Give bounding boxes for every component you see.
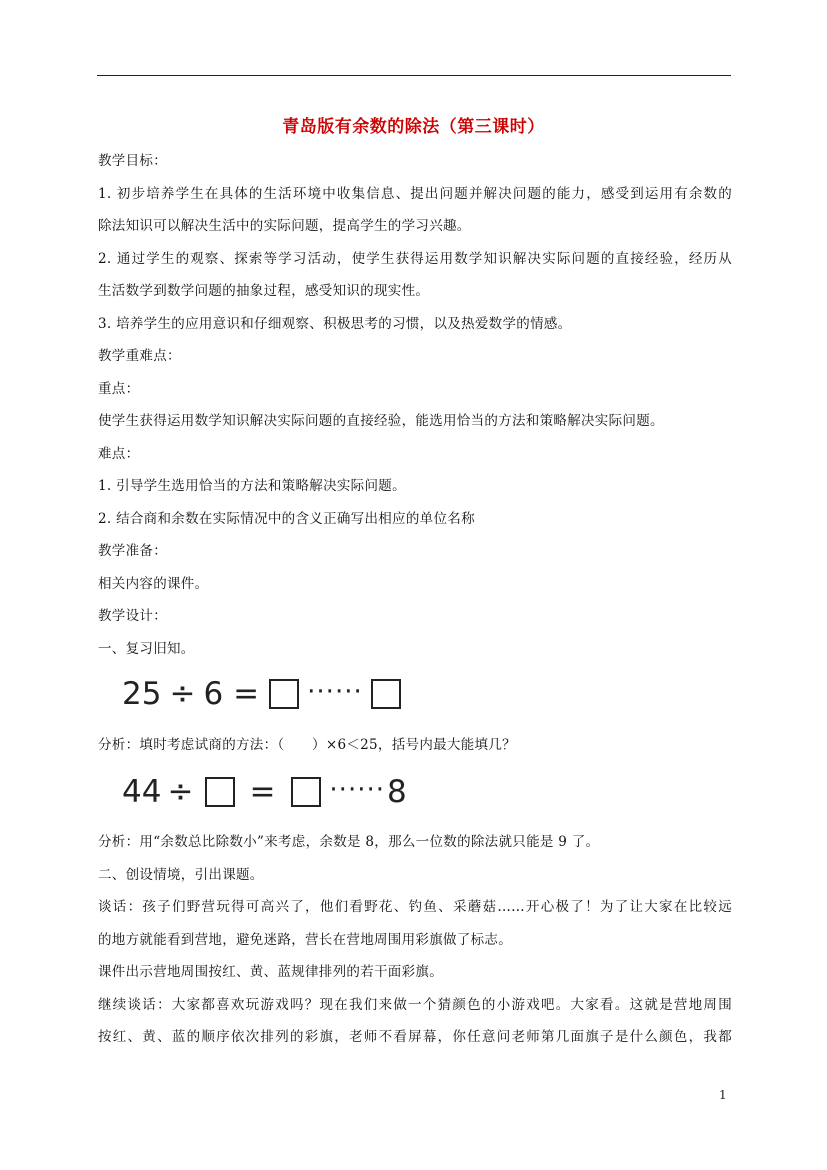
analysis-line: 分析：填时考虑试商的方法：（ ）×6＜25，括号内最大能填几？ <box>98 737 516 753</box>
paragraph-line: 3. 培养学生的应用意识和仔细观察、积极思考的习惯，以及热爱数学的情感。 <box>98 316 572 332</box>
paragraph-line: 谈话：孩子们野营玩得可高兴了，他们看野花、钓鱼、采蘑菇……开心极了！为了让大家在比较远 <box>98 899 732 915</box>
paragraph-line: 的地方就能看到营地，避免迷路，营长在营地周围用彩旗做了标志。 <box>98 932 512 948</box>
division-equation-2 <box>122 772 407 812</box>
heading-design: 教学设计： <box>98 608 167 624</box>
equation-divisor: 6 <box>203 676 224 712</box>
paragraph-line: 2. 通过学生的观察、探索等学习活动，使学生获得运用数学知识解决实际问题的直接经验，经历从 <box>98 251 732 267</box>
subheading-focus: 重点： <box>98 381 140 397</box>
division-equation-1 <box>122 674 407 714</box>
paragraph-line: 2. 结合商和余数在实际情况中的含义正确写出相应的单位名称 <box>98 511 475 527</box>
divide-sign: ÷ <box>169 676 196 712</box>
quotient-blank-box <box>291 777 321 807</box>
remainder-dots: ······ <box>307 677 363 707</box>
heading-objectives: 教学目标： <box>98 153 167 169</box>
paragraph-line: 1. 引导学生选用恰当的方法和策略解决实际问题。 <box>98 478 406 494</box>
divide-sign: ÷ <box>167 774 194 810</box>
paragraph-line: 继续谈话：大家都喜欢玩游戏吗？现在我们来做一个猜颜色的小游戏吧。大家看。这就是营地周围 <box>98 997 732 1013</box>
section-heading-scenario: 二、创设情境，引出课题。 <box>98 867 264 883</box>
paragraph-line: 课件出示营地周围按红、黄、蓝规律排列的若干面彩旗。 <box>98 964 443 980</box>
header-rule <box>97 75 731 76</box>
paragraph-line: 相关内容的课件。 <box>98 576 209 592</box>
paragraph-line: 1. 初步培养学生在具体的生活环境中收集信息、提出问题并解决问题的能力，感受到运用有余数的 <box>98 186 732 202</box>
remainder-dots: ······ <box>329 775 386 805</box>
divisor-blank-box <box>205 777 235 807</box>
heading-preparation: 教学准备： <box>98 543 167 559</box>
equation-remainder: 8 <box>387 774 407 810</box>
remainder-blank-box <box>371 679 401 709</box>
heading-key-points: 教学重难点： <box>98 348 181 364</box>
equation-dividend: 44 <box>122 774 162 810</box>
paragraph-line: 按红、黄、蓝的顺序依次排列的彩旗，老师不看屏幕，你任意问老师第几面旗子是什么颜色，我都 <box>98 1029 732 1045</box>
document-title: 青岛版有余数的除法（第三课时） <box>282 117 545 137</box>
equals-sign: = <box>233 676 260 712</box>
paragraph-line: 生活数学到数学问题的抽象过程，感受知识的现实性。 <box>98 283 430 299</box>
paragraph-line: 使学生获得运用数学知识解决实际问题的直接经验，能选用恰当的方法和策略解决实际问题。 <box>98 413 664 429</box>
quotient-blank-box <box>269 679 299 709</box>
page-number: 1 <box>719 1088 727 1102</box>
equals-sign: = <box>249 774 276 810</box>
section-heading-review: 一、复习旧知。 <box>98 641 195 657</box>
equation-dividend: 25 <box>122 676 162 712</box>
subheading-difficulty: 难点： <box>98 446 140 462</box>
paragraph-line: 除法知识可以解决生活中的实际问题，提高学生的学习兴趣。 <box>98 218 471 234</box>
analysis-line: 分析：用“余数总比除数小”来考虑，余数是 8，那么一位数的除法就只能是 9 了。 <box>98 834 600 850</box>
